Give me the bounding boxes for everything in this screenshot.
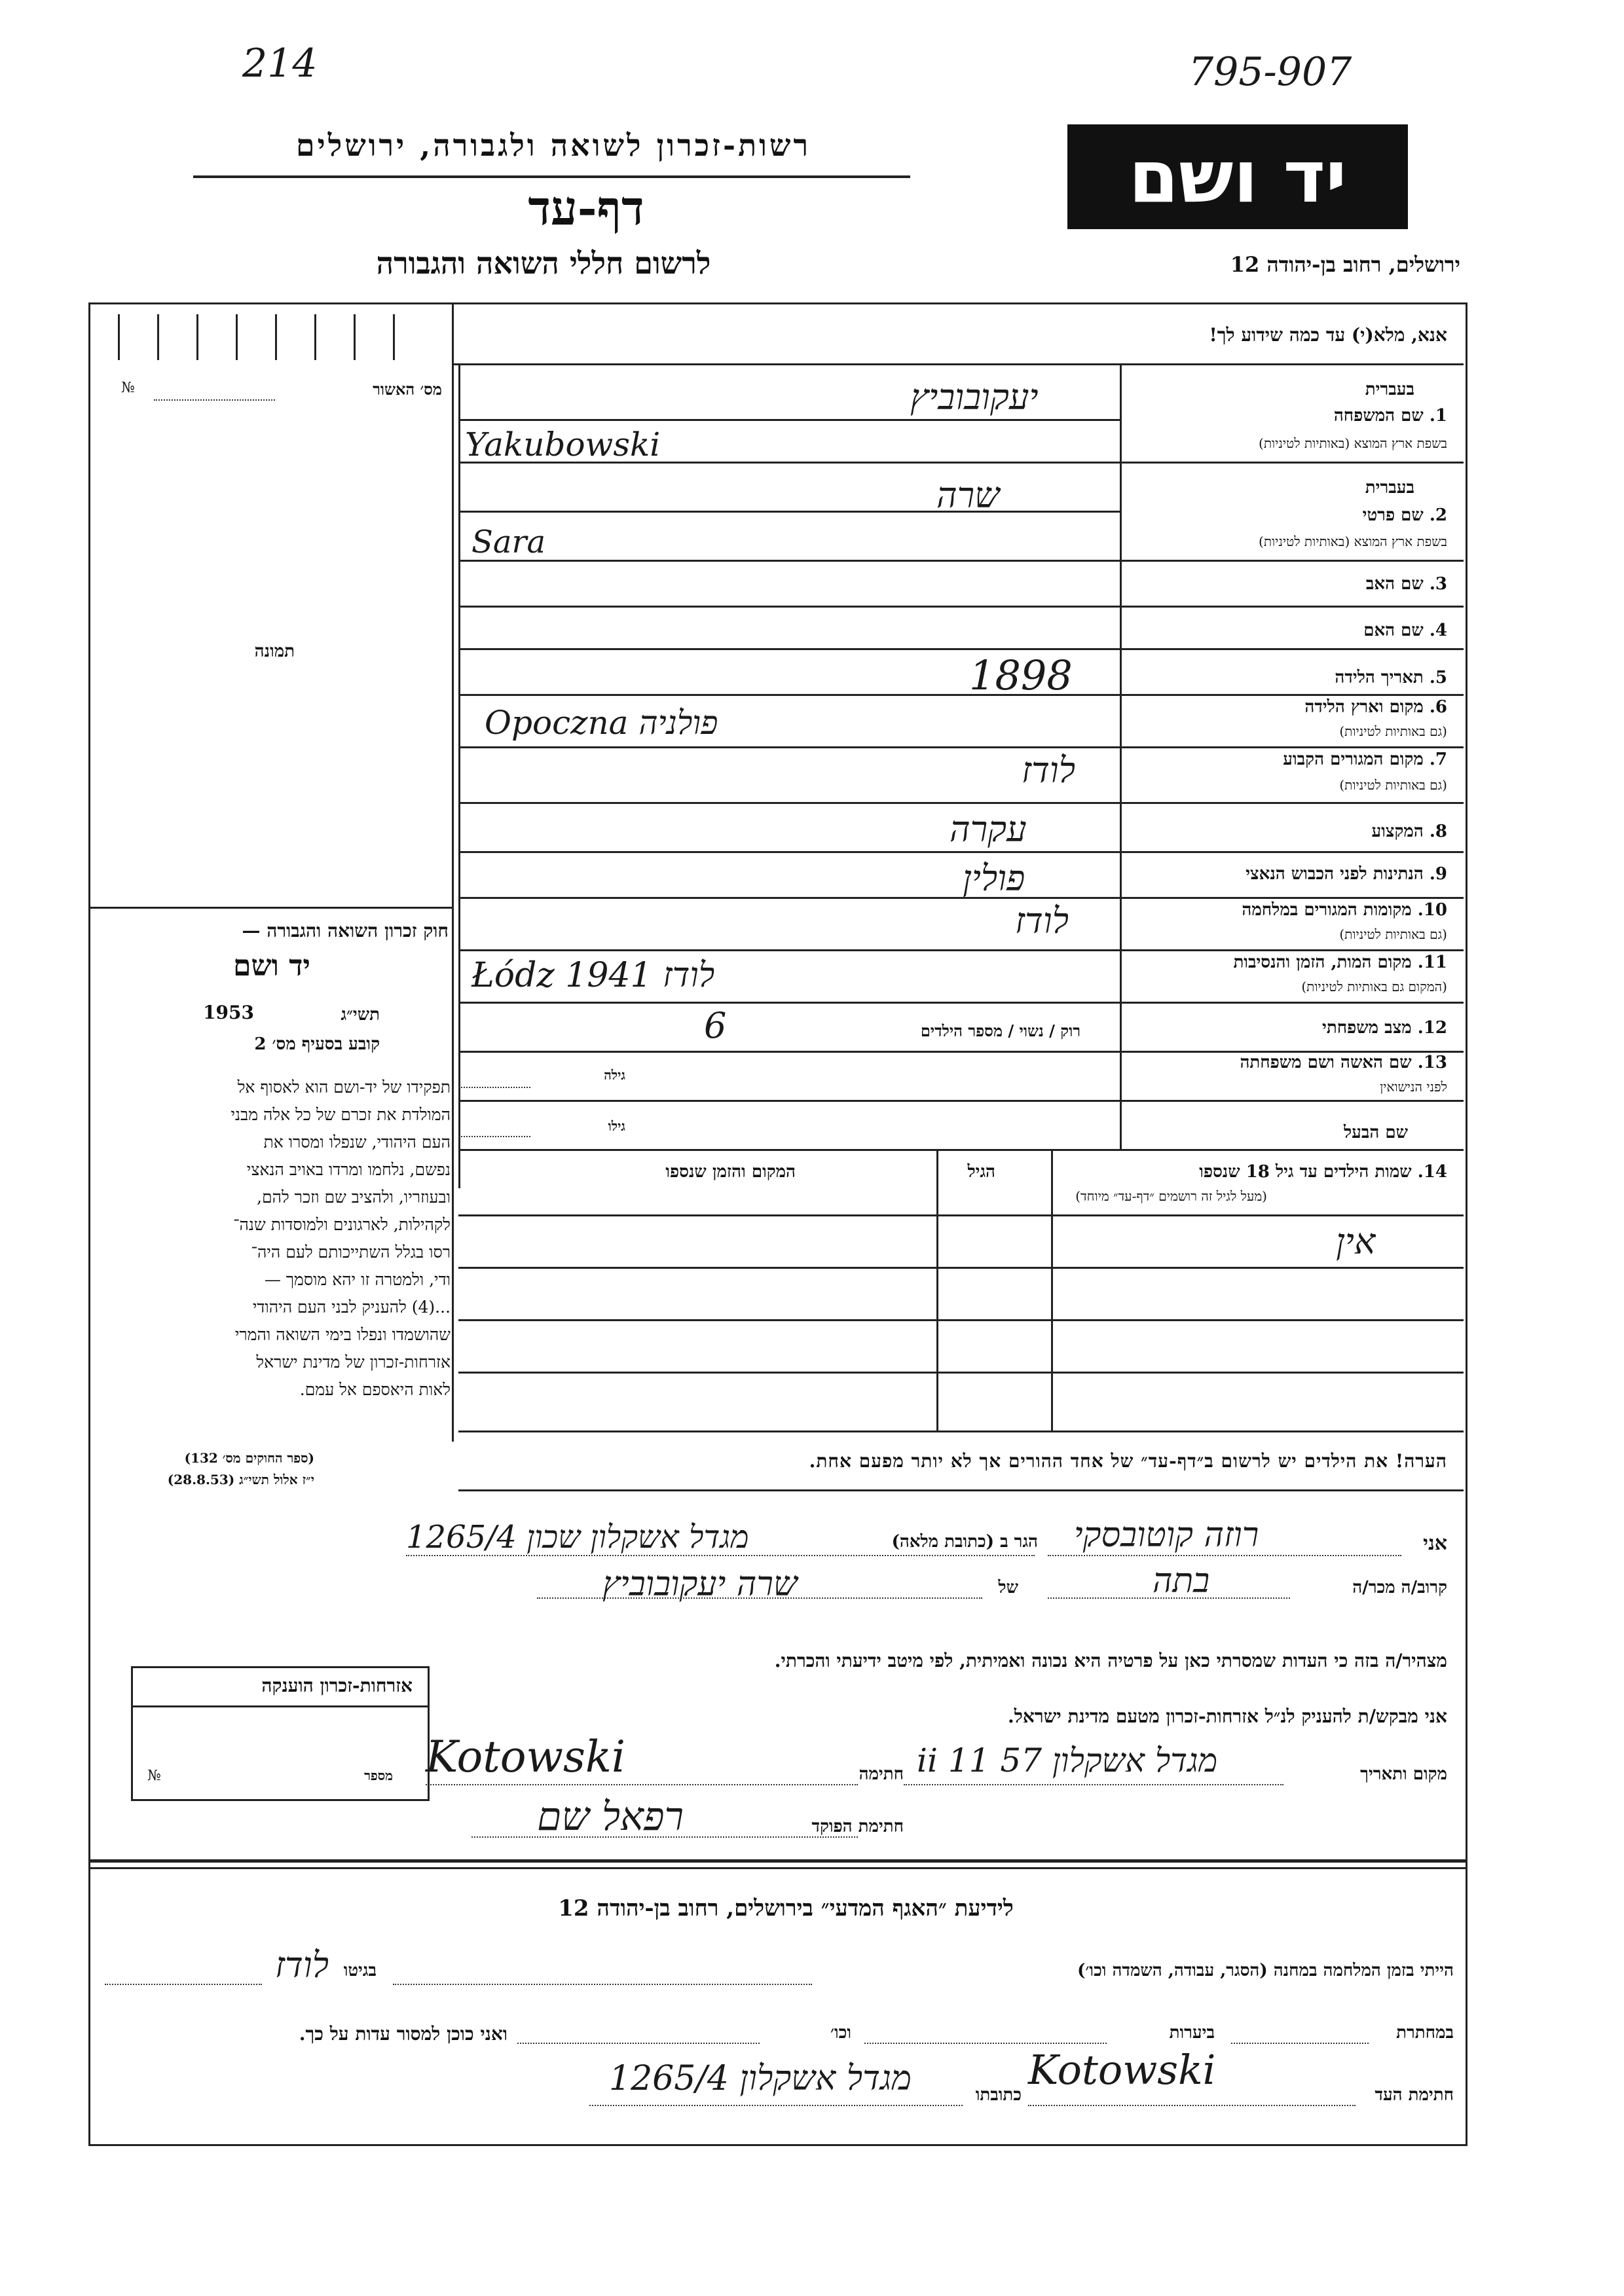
field-11-label: 11. מקום המות, הזמן והנסיבות <box>1233 953 1447 972</box>
law-line: שהושמדו ונפלו בימי השואה והמרי <box>234 1325 451 1344</box>
field-10-label: 10. מקומות המגורים במלחמה <box>1242 900 1447 920</box>
s14-row <box>458 1319 1464 1321</box>
form-title: דף-עד <box>528 180 644 236</box>
ghetto-line <box>105 1984 262 1985</box>
instruction-row-bottom <box>452 363 1464 365</box>
hand-birth-place: Opoczna פולניה <box>485 704 718 742</box>
witness-address-label: כתובתו <box>975 2085 1022 2105</box>
hand-nationality: פולין <box>963 858 1025 899</box>
signature-hand: Kotowski <box>426 1732 625 1782</box>
forests-label: ביערות <box>1169 2023 1215 2043</box>
note-text: הערה! את הילדים יש לרשום ב״דף-עד״ של אחד ההורים אך לא יותר מפעם אחת. <box>809 1450 1447 1472</box>
field-2-heb: בעברית <box>1365 478 1414 498</box>
approval-ticks <box>92 314 451 363</box>
law-text <box>92 1074 451 1404</box>
authority-underline <box>193 175 910 178</box>
field-2-label: 2. שם פרטי <box>1362 505 1447 525</box>
field-1-label: 1. שם המשפחה <box>1333 406 1447 426</box>
photo-bottom-line <box>90 907 452 909</box>
s14-row <box>458 1267 1464 1269</box>
etc-line <box>517 2043 760 2044</box>
s14-age: הגיל <box>967 1162 995 1182</box>
hand-death-place: Łódz 1941 לודז <box>471 956 715 995</box>
law-source-2: י״ז אלול תשי״ג (28.8.53) <box>167 1472 314 1487</box>
law-clause: קובע בסעיף מס׳ 2 <box>254 1034 380 1054</box>
witness-address-hand: מגדל אשקלון 1265/4 <box>609 2059 912 2098</box>
field-7-sub: (גם באותיות לטיניות) <box>1339 777 1447 793</box>
address: ירושלים, רחוב בן-יהודה 12 <box>1230 252 1460 277</box>
husband-label: שם הבעל <box>1343 1123 1408 1142</box>
age-label-2: גילו <box>608 1118 625 1134</box>
law-year: 1953 <box>203 1002 254 1023</box>
s14-divider-1 <box>936 1149 938 1430</box>
law-line: אזרחות-זכרון של מדינת ישראל <box>256 1353 451 1372</box>
place-date-line <box>904 1784 1283 1785</box>
signature-label: חתימה <box>858 1764 904 1784</box>
photo-label: תמונה <box>254 642 295 661</box>
willing-testify: ואני כוכן למסור עדות על כך. <box>299 2023 507 2045</box>
certificate-title-rule <box>131 1705 430 1707</box>
decl-statement-1: מצהיר/ה בזה כי העדות שמסרתי כאן על פרטיה היא נכונה ואמיתית, לפי מיטב ידיעתי והכרתי. <box>774 1650 1447 1671</box>
law-line: נפשם, נלחמו ומרדו באויב הנאצי <box>246 1160 451 1179</box>
marital-options: רוק / נשוי / מספר הילדים <box>920 1021 1080 1040</box>
hand-firstname-heb: שרה <box>936 475 1000 516</box>
law-year-heb: תשי״ג <box>341 1005 380 1025</box>
decl-i: אני <box>1423 1532 1447 1555</box>
field-2-sub: בשפת ארץ המוצא (באותיות לטיניות) <box>1259 534 1447 549</box>
s14-divider-2 <box>1051 1149 1053 1430</box>
hand-residence: לודז <box>1022 750 1076 791</box>
underground-line <box>1231 2043 1369 2044</box>
row-line <box>458 511 1120 513</box>
hand-birth-date: 1898 <box>969 651 1073 699</box>
field-11-sub: (המקום גם באותיות לטיניות) <box>1301 979 1447 994</box>
row-line <box>458 694 1464 696</box>
etc-label: וכו׳ <box>830 2023 851 2043</box>
instruction: אנא, מלא(י) עד כמה שידוע לך! <box>1209 324 1447 346</box>
row-line <box>458 606 1464 608</box>
field-7-label: 7. מקום המגורים הקבוע <box>1283 750 1447 769</box>
decl-relative: קרוב/ה מכר/ה <box>1352 1578 1447 1597</box>
law-line: המולדת את זכרם של כל אלה מבני <box>231 1105 451 1124</box>
s14-sub: (מעל לגיל זה רושמים ״דף-עד״ מיוחד) <box>1075 1188 1267 1204</box>
hand-surname-lat: Yakubowski <box>465 426 661 464</box>
law-name: יד ושם <box>233 949 310 983</box>
field-1-heb: בעברית <box>1365 380 1414 399</box>
left-column-divider-lower <box>452 1199 454 1442</box>
field-12-label: 12. מצב משפחתי <box>1322 1018 1447 1038</box>
field-6-label: 6. מקום וארץ הלידה <box>1304 697 1447 717</box>
authority-title: רשות-זכרון לשואה ולגבורה, ירושלים <box>295 128 811 163</box>
certificate-no-mark: № <box>147 1768 161 1784</box>
law-heading: חוק זכרון השואה והגבורה — <box>242 920 449 941</box>
age-line-1 <box>458 1087 530 1088</box>
decl-name-line <box>1048 1555 1401 1556</box>
signature-line <box>426 1784 858 1785</box>
forests-line <box>864 2043 1107 2044</box>
field-5-label: 5. תאריך הלידה <box>1335 668 1447 687</box>
hand-firstname-lat: Sara <box>471 524 546 560</box>
bottom-section-rule <box>88 1859 1467 1863</box>
field-13-sub: לפני הנישואין <box>1380 1079 1447 1095</box>
certificate-title: אזרחות-זכרון הוענקה <box>261 1675 413 1696</box>
certificate-number-label: מספר <box>364 1768 393 1783</box>
row-line <box>458 648 1464 650</box>
place-date-hand: מגדל אשקלון 57 ii 11 <box>917 1741 1218 1779</box>
s14-row <box>458 1372 1464 1374</box>
row-line <box>458 802 1464 804</box>
decl-hand-of: שרה יעקובוביץ <box>602 1565 798 1604</box>
witness-sig-label: חתימת העד <box>1375 2085 1454 2105</box>
ghetto-label: בגיטו <box>343 1961 377 1980</box>
hand-war-residence: לודז <box>1015 900 1069 941</box>
ghetto-hand: לודז <box>275 1944 329 1986</box>
age-label-1: גילה <box>604 1067 625 1083</box>
bottom-line1-label: הייתי בזמן המלחמה במחנה (הסגר, עבודה, השמדה וכו׳) <box>1077 1961 1454 1980</box>
law-line: רסו בגלל השתייכותם לעם היה־ <box>251 1243 451 1262</box>
label-column-divider <box>1120 363 1122 1149</box>
decl-hand-addr: מגדל אשקלון שכון 1265/4 <box>406 1519 749 1556</box>
decl-statement-2: אני מבקש/ת להעניק לנ״ל אזרחות-זכרון מטעם מדינת ישראל. <box>1008 1705 1447 1727</box>
row-line <box>458 560 1464 562</box>
row-line <box>458 949 1464 951</box>
witness-sig-line <box>1028 2105 1356 2106</box>
law-line: ובעוזריו, ולהציב שם וזכר להם, <box>257 1188 451 1207</box>
approval-no-mark: № <box>121 380 135 396</box>
officer-label: חתימת הפוקד <box>811 1817 904 1836</box>
hand-surname-heb: יעקובוביץ <box>910 376 1039 418</box>
age-line-2 <box>458 1136 530 1137</box>
bottom-title: לידיעת ״האגף המדעי״ בירושלים, רחוב בן-יהודה 12 <box>558 1895 1014 1922</box>
decl-hand-rel: בתה <box>1153 1561 1210 1601</box>
hand-children-count: 6 <box>704 1005 727 1046</box>
field-1-sub: בשפת ארץ המוצא (באותיות לטיניות) <box>1259 435 1447 451</box>
row-line <box>458 1149 1464 1151</box>
archive-number-left: 214 <box>242 41 318 86</box>
law-line: העם היהודי, שנפלו ומסרו את <box>263 1133 451 1152</box>
yad-vashem-logo <box>1067 124 1408 229</box>
law-line: תפקידו של יד-ושם הוא לאסוף אל <box>237 1078 451 1097</box>
archive-number-right: 795-907 <box>1189 49 1352 95</box>
officer-hand: רפאל שם <box>537 1794 684 1840</box>
law-source-1: (ספר החוקים מס׳ 132) <box>184 1450 314 1466</box>
witness-sig-hand: Kotowski <box>1028 2046 1216 2094</box>
bottom-section-rule-2 <box>88 1867 1467 1869</box>
row-line <box>458 1100 1464 1102</box>
decl-of: של <box>998 1578 1018 1597</box>
approval-label: מס׳ האשור <box>373 380 442 399</box>
decl-residing: הגר ב (כתובת מלאה) <box>891 1532 1038 1552</box>
note-bottom <box>458 1489 1464 1491</box>
row-line <box>458 746 1464 748</box>
logo-text: יד ושם <box>1128 135 1347 219</box>
field-9-label: 9. הנתינות לפני הכבוש הנאצי <box>1246 864 1447 884</box>
hand-profession: עקרה <box>950 809 1027 850</box>
field-3-label: 3. שם האב <box>1365 574 1447 594</box>
s14-label: 14. שמות הילדים עד גיל 18 שנספו <box>1199 1162 1447 1182</box>
field-4-label: 4. שם האם <box>1363 621 1447 640</box>
decl-hand-name: רוזה קוטובסקי <box>1074 1516 1259 1555</box>
underground-label: במחתרת <box>1396 2023 1454 2043</box>
law-line: לקהילות, לארגונים ולמוסדות שנה־ <box>232 1215 451 1234</box>
left-column-divider <box>452 302 454 1199</box>
field-13-label: 13. שם האשה ושם משפחתה <box>1240 1053 1447 1072</box>
s14-bottom <box>458 1430 1464 1432</box>
approval-number-line <box>154 399 275 401</box>
row-line <box>458 419 1120 421</box>
s14-place: המקום והזמן שנספו <box>665 1162 796 1182</box>
witness-address-line <box>589 2105 963 2106</box>
law-line: ...(4) להעניק לבני העם היהודי <box>252 1298 451 1317</box>
row-line <box>458 897 1464 899</box>
s14-row <box>458 1214 1464 1216</box>
law-line: לאות היאספם אל עמם. <box>299 1380 451 1399</box>
field-10-sub: (גם באותיות לטיניות) <box>1339 926 1447 942</box>
field-8-label: 8. המקצוע <box>1371 822 1447 841</box>
bottom-camp-line <box>393 1984 812 1985</box>
form-subtitle: לרשום חללי השואה והגבורה <box>376 246 711 281</box>
place-date-label: מקום ותאריך <box>1360 1764 1447 1784</box>
field-6-sub: (גם באותיות לטיניות) <box>1339 723 1447 739</box>
s14-hand: אין <box>1336 1221 1376 1262</box>
row-line <box>458 1002 1464 1004</box>
hand-column-edge <box>458 363 460 1188</box>
law-line: ודי, ולמטרה זו יהא מוסמך — <box>264 1270 451 1289</box>
row-line <box>458 851 1464 853</box>
